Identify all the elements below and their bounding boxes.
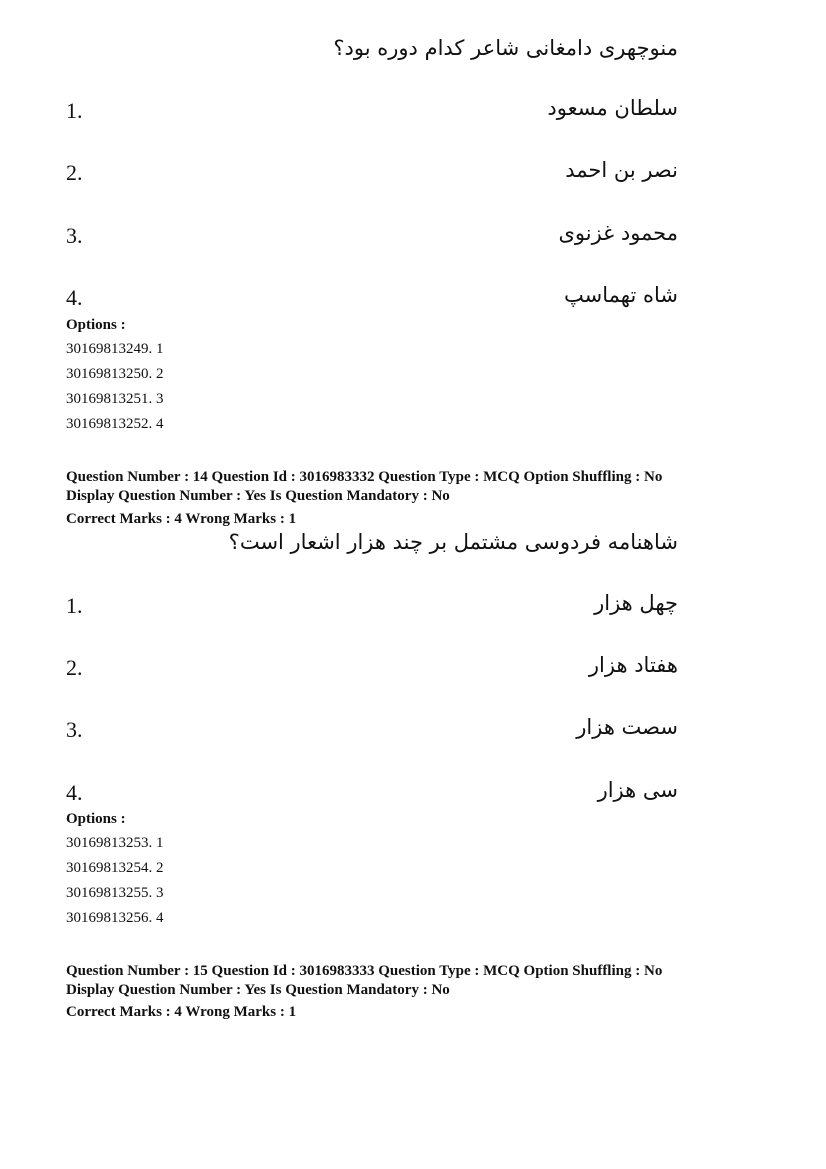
q13-option-3-text: محمود غزنوی	[558, 221, 678, 245]
q14-option-1-text: چهل هزار	[594, 591, 678, 615]
q15-meta-line-1: Question Number : 15 Question Id : 3016983333 Question Type : MCQ Option Shuffling : No	[66, 963, 663, 979]
question-13-text: منوچهری دامغانی شاعر کدام دوره بود؟	[333, 36, 678, 60]
q15-meta-line-2: Display Question Number : Yes Is Question Mandatory : No	[66, 982, 450, 998]
q13-option-3-number: 3.	[66, 223, 83, 248]
q13-option-4-text: شاه تهماسپ	[564, 283, 678, 307]
q14-meta-line-3: Correct Marks : 4 Wrong Marks : 1	[66, 511, 297, 527]
q13-option-4-number: 4.	[66, 285, 83, 310]
q14-options-label: Options :	[66, 811, 126, 827]
q13-option-id-3: 30169813251. 3	[66, 391, 164, 407]
q14-option-1-number: 1.	[66, 593, 83, 618]
q14-option-id-4: 30169813256. 4	[66, 910, 164, 926]
q13-options-label: Options :	[66, 317, 126, 333]
q14-option-3-number: 3.	[66, 717, 83, 742]
q14-meta-line-1: Question Number : 14 Question Id : 3016983332 Question Type : MCQ Option Shuffling : No	[66, 469, 663, 485]
question-14-text: شاهنامه فردوسی مشتمل بر چند هزار اشعار است؟	[228, 530, 678, 554]
q13-option-1-text: سلطان مسعود	[547, 96, 678, 120]
q13-option-2-text: نصر بن احمد	[565, 158, 678, 182]
q14-option-2-number: 2.	[66, 655, 83, 680]
q14-option-id-2: 30169813254. 2	[66, 860, 164, 876]
q13-option-1-number: 1.	[66, 98, 83, 123]
q14-meta-line-2: Display Question Number : Yes Is Question Mandatory : No	[66, 488, 450, 504]
q14-option-id-3: 30169813255. 3	[66, 885, 164, 901]
q13-option-2-number: 2.	[66, 160, 83, 185]
q13-option-id-2: 30169813250. 2	[66, 366, 164, 382]
q13-option-id-1: 30169813249. 1	[66, 341, 164, 357]
q15-meta-line-3: Correct Marks : 4 Wrong Marks : 1	[66, 1004, 297, 1020]
q13-option-id-4: 30169813252. 4	[66, 416, 164, 432]
q14-option-4-number: 4.	[66, 780, 83, 805]
q14-option-4-text: سی هزار	[597, 778, 678, 802]
q14-option-3-text: سصت هزار	[576, 715, 678, 739]
q14-option-id-1: 30169813253. 1	[66, 835, 164, 851]
q14-option-2-text: هفتاد هزار	[588, 653, 678, 677]
